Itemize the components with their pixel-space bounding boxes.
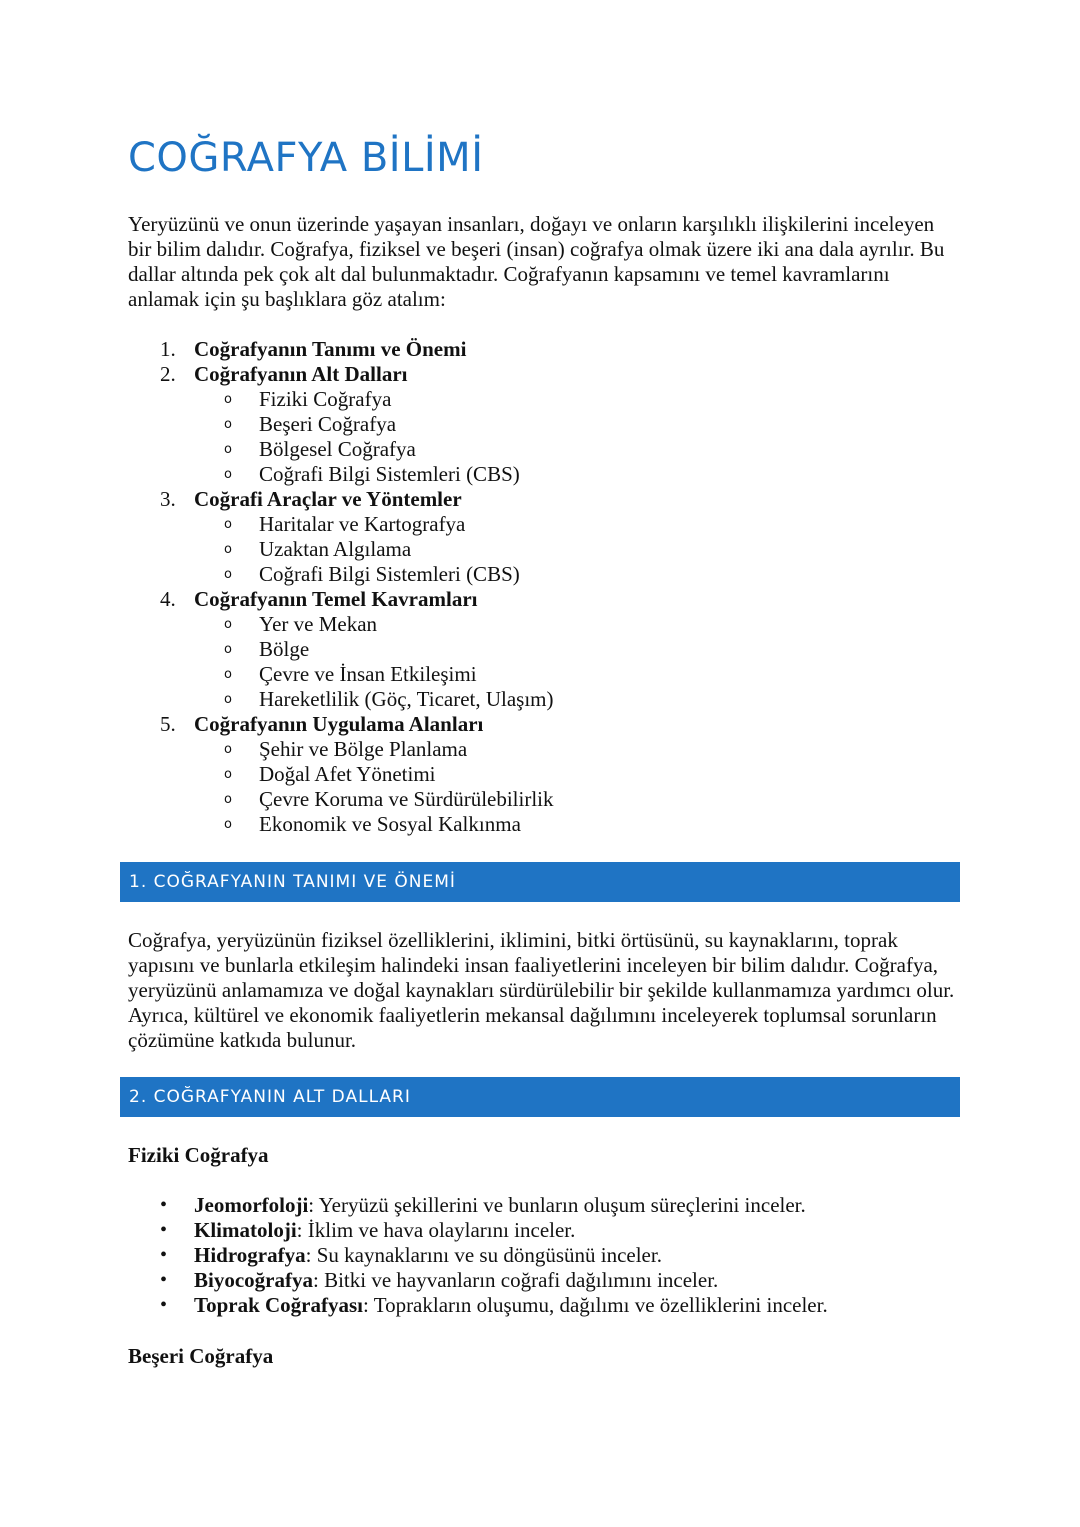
circle-bullet-icon: o bbox=[224, 567, 232, 582]
toc-subitem: o Haritalar ve Kartografya bbox=[224, 512, 466, 536]
fiziki-cografya-subheading: Fiziki Coğrafya bbox=[128, 1143, 269, 1167]
bullet-dot-icon: • bbox=[160, 1244, 168, 1266]
toc-subitem: o Fiziki Coğrafya bbox=[224, 387, 392, 411]
toc-subitem: o Yer ve Mekan bbox=[224, 612, 378, 636]
bullet-dot-icon: • bbox=[160, 1269, 168, 1291]
section-2-heading: 2. COĞRAFYANIN ALT DALLARI bbox=[129, 1087, 411, 1107]
circle-bullet-icon: o bbox=[224, 467, 232, 482]
toc-subitem: o Şehir ve Bölge Planlama bbox=[224, 737, 468, 761]
toc-label: Coğrafi Araçlar ve Yöntemler bbox=[194, 487, 462, 511]
section-1-heading-band bbox=[120, 862, 960, 902]
circle-bullet-icon: o bbox=[224, 517, 232, 532]
circle-bullet-icon: o bbox=[224, 542, 232, 557]
toc-subitem: o Çevre Koruma ve Sürdürülebilirlik bbox=[224, 787, 554, 811]
intro-paragraph: Yeryüzünü ve onun üzerinde yaşayan insanları, doğayı ve onların karşılıklı ilişkilerini inceleyen bir bilim dalıdır. Coğrafya, fiziksel ve beşeri (insan) coğrafya olmak üzere iki ana dala ayrılır. Bu dallar altında pek çok alt dal bulunmaktadır. Coğrafyanın kapsamını ve temel kavramlarını anlamak için şu başlıklara göz atalım: bbox=[128, 212, 945, 311]
list-item: • Klimatoloji: İklim ve hava olaylarını inceler. bbox=[160, 1218, 576, 1242]
toc-number: 3. bbox=[160, 487, 176, 511]
section-2-heading-band bbox=[120, 1077, 960, 1117]
toc-item bbox=[160, 712, 554, 837]
toc-subitem: o Uzaktan Algılama bbox=[224, 537, 412, 561]
circle-bullet-icon: o bbox=[224, 767, 232, 782]
toc-number: 1. bbox=[160, 337, 176, 361]
toc-label: Coğrafyanın Temel Kavramları bbox=[194, 587, 478, 611]
toc-subitem: o Bölge bbox=[224, 637, 310, 661]
circle-bullet-icon: o bbox=[224, 392, 232, 407]
circle-bullet-icon: o bbox=[224, 617, 232, 632]
beseri-cografya-subheading: Beşeri Coğrafya bbox=[128, 1344, 274, 1368]
toc-number: 5. bbox=[160, 712, 176, 736]
toc-label: Coğrafyanın Alt Dalları bbox=[194, 362, 408, 386]
toc-subitem: o Coğrafi Bilgi Sistemleri (CBS) bbox=[224, 562, 520, 586]
toc-subitem: o Hareketlilik (Göç, Ticaret, Ulaşım) bbox=[224, 687, 554, 711]
bullet-dot-icon: • bbox=[160, 1294, 168, 1316]
toc-subitem: o Çevre ve İnsan Etkileşimi bbox=[224, 662, 477, 686]
toc-sublist bbox=[160, 612, 554, 712]
toc-number: 2. bbox=[160, 362, 176, 386]
circle-bullet-icon: o bbox=[224, 817, 232, 832]
bullet-dot-icon: • bbox=[160, 1219, 168, 1241]
table-of-contents bbox=[160, 337, 554, 837]
circle-bullet-icon: o bbox=[224, 667, 232, 682]
list-item: • Jeomorfoloji: Yeryüzü şekillerini ve bunların oluşum süreçlerini inceler. bbox=[160, 1193, 806, 1217]
list-item: • Biyocoğrafya: Bitki ve hayvanların coğrafi dağılımını inceler. bbox=[160, 1268, 719, 1292]
section-1-paragraph: Coğrafya, yeryüzünün fiziksel özelliklerini, iklimini, bitki örtüsünü, su kaynaklarını, toprak yapısını ve bunlarla etkileşim halindeki insan faaliyetlerini inceleyen bir bilim dalıdır. Coğrafya, yeryüzünü anlamamıza ve doğal kaynakları sürdürülebilir bir şekilde kullanmamıza yardımcı olur. Ayrıca, kültürel ve ekonomik faaliyetlerin mekansal dağılımını inceleyerek toplumsal sorunların çözümüne katkıda bulunur. bbox=[128, 928, 955, 1052]
circle-bullet-icon: o bbox=[224, 792, 232, 807]
circle-bullet-icon: o bbox=[224, 692, 232, 707]
list-item: • Toprak Coğrafyası: Toprakların oluşumu, dağılımı ve özelliklerini inceler. bbox=[160, 1293, 828, 1317]
fiziki-cografya-list bbox=[160, 1193, 828, 1318]
toc-item bbox=[160, 487, 554, 587]
circle-bullet-icon: o bbox=[224, 442, 232, 457]
circle-bullet-icon: o bbox=[224, 642, 232, 657]
toc-subitem: o Doğal Afet Yönetimi bbox=[224, 762, 436, 786]
toc-item bbox=[160, 362, 554, 487]
toc-sublist bbox=[160, 737, 554, 837]
list-item: • Hidrografya: Su kaynaklarını ve su döngüsünü inceler. bbox=[160, 1243, 662, 1267]
section-1-heading: 1. COĞRAFYANIN TANIMI VE ÖNEMİ bbox=[129, 872, 456, 892]
toc-sublist bbox=[160, 387, 554, 487]
toc-subitem: o Coğrafi Bilgi Sistemleri (CBS) bbox=[224, 462, 520, 486]
bullet-dot-icon: • bbox=[160, 1194, 168, 1216]
toc-number: 4. bbox=[160, 587, 176, 611]
toc-subitem: o Beşeri Coğrafya bbox=[224, 412, 397, 436]
toc-subitem: o Bölgesel Coğrafya bbox=[224, 437, 416, 461]
toc-item bbox=[160, 587, 554, 712]
circle-bullet-icon: o bbox=[224, 742, 232, 757]
toc-label: Coğrafyanın Tanımı ve Önemi bbox=[194, 337, 467, 361]
toc-subitem: o Ekonomik ve Sosyal Kalkınma bbox=[224, 812, 521, 836]
toc-item bbox=[160, 337, 554, 362]
page-title: COĞRAFYA BİLİMİ bbox=[128, 135, 484, 181]
circle-bullet-icon: o bbox=[224, 417, 232, 432]
toc-label: Coğrafyanın Uygulama Alanları bbox=[194, 712, 484, 736]
toc-sublist bbox=[160, 512, 554, 587]
